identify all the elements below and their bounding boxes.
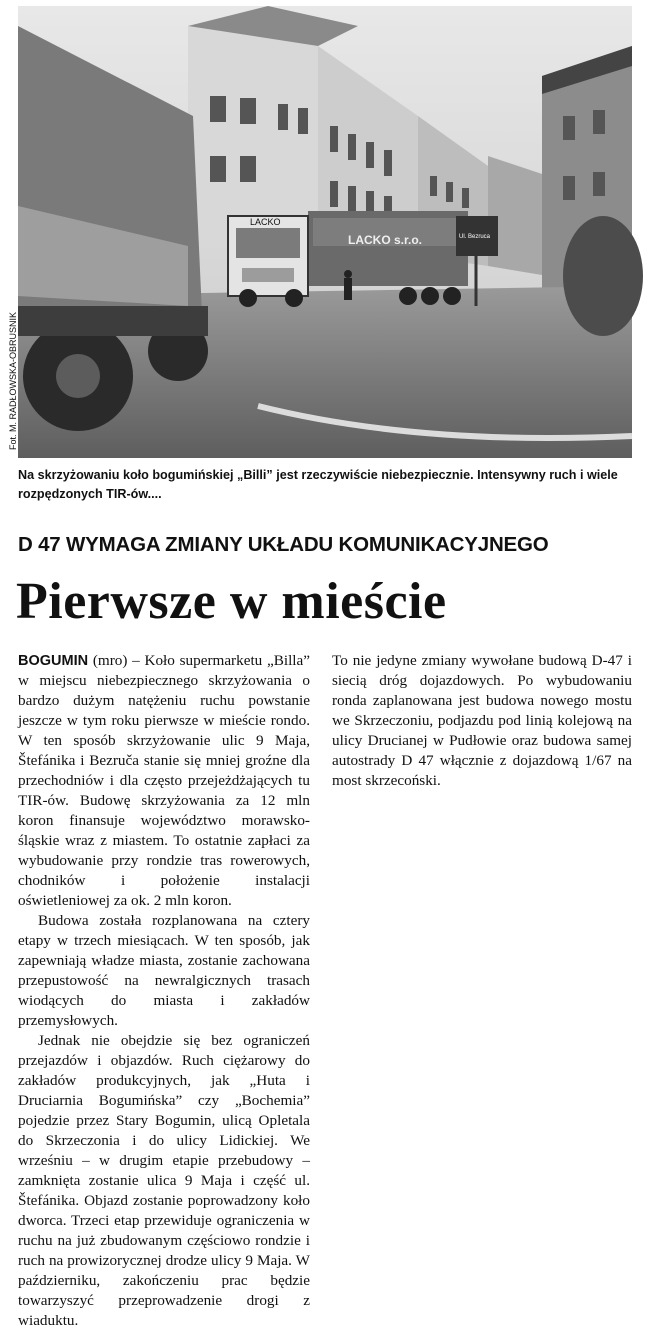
article-column-left — [18, 651, 311, 1329]
street-photo — [18, 6, 632, 458]
article-headline: Pierwsze w mieście — [16, 573, 447, 630]
article-paragraph-1: BOGUMIN (mro) – Koło supermarketu „Billa” w miejscu niebezpiecznego skrzyżowania o bardzo dużym natężeniu ruchu powstanie jeszcze w tym roku pierwsze w mieście rondo. W ten sposób skrzyżowanie ulic 9 Maja, Štefánika i Bezruča stanie się mniej groźne dla przechodniów i dla często przejeżdżających tu TIR-ów. Budowę skrzyżowania za 12 mln koron finansuje województwo morawsko-śląskie wraz z miastem. To ostatnie zapłaci za wybudowanie przy rondzie tras rowerowych, chodników i położenie instalacji oświetleniowej za ok. 2 mln koron. — [18, 652, 311, 909]
article-column-right — [332, 651, 632, 791]
article-paragraph-3: Jednak nie obejdzie się bez ograniczeń przejazdów i objazdów. Ruch ciężarowy do zakładów produkcyjnych, jak „Huta i Druciarnia Bogumińska” czy „Bochemia” pojedzie przez Stary Bogumin, ulicą Opletala do Skrzeczonia i do ulicy Lidickiej. We wrześniu – w drugim etapie przebudowy – zamknięta zostanie ulica 9 Maja i część ul. Štefánika. Objazd zostanie poprowadzony koło dworca. Trzeci etap przewiduje ograniczenia w ruchu na już zbudowanym częściowo rondzie i ruch na prowizorycznej drodze ulicy 9 Maja. W październiku, zakończeniu prac będzie towarzyszyć przeprowadzenie drogi z wiaduktu. — [18, 1032, 310, 1329]
street-sign-text: Ul. Bezruca — [459, 234, 491, 240]
photo-caption: Na skrzyżowaniu koło bogumińskiej „Billi” jest rzeczywiście niebezpiecznie. Intensywny ruch i wiele rozpędzonych TIR-ów.... — [18, 468, 618, 501]
truck-side-lettering: LACKO s.r.o. — [348, 233, 423, 247]
street-scene-illustration — [18, 6, 632, 458]
article-kicker: D 47 WYMAGA ZMIANY UKŁADU KOMUNIKACYJNEGO — [18, 533, 549, 556]
truck-cab-lettering: LACKO — [250, 217, 281, 227]
dateline: BOGUMIN — [18, 653, 89, 669]
article-paragraph-2: Budowa została rozplanowana na cztery etapy w trzech miesiącach. W ten sposób, jak zapewniają władze miasta, zostanie zachowana przepustowość na newralgicznych trasach wiodących do miasta i zakładów przemysłowych. — [18, 912, 310, 1029]
article-paragraph-4: To nie jedyne zmiany wywołane budową D-47 i siecią dróg dojazdowych. Po wybudowaniu ronda zaplanowana jest budowa nowego mostu we Skrzeczoniu, podjazdu pod linią kolejową na ulicy Drucianej w Pudłowie oraz budowa samej autostrady D 47 włącznie z dojazdową 1/67 na most skrzecoński. — [332, 652, 632, 789]
photo-credit: Fot. M. RADŁOWSKA-OBRUSNIK — [8, 311, 18, 450]
